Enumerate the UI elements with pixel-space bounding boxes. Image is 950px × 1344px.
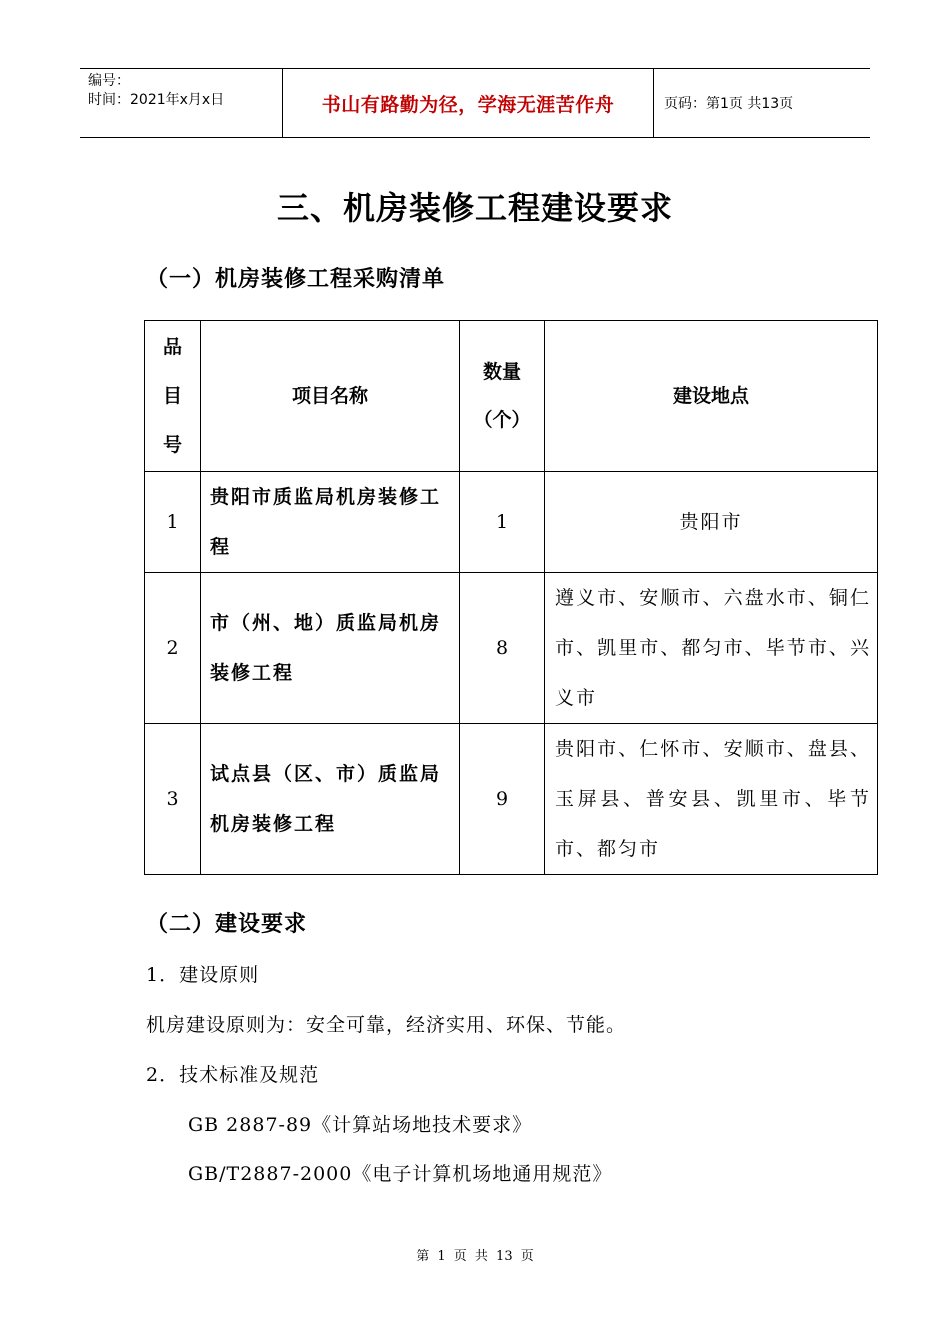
- table-row: [145, 724, 878, 875]
- section1-heading: （一）机房装修工程采购清单: [146, 267, 446, 292]
- section2-heading: （二）建设要求: [146, 912, 308, 937]
- standard-item: GB 2887-89《计算站场地技术要求》: [188, 1114, 533, 1136]
- header-item-no-char: 品: [162, 335, 182, 358]
- time-label: 时间：2021年x月x日: [88, 92, 225, 108]
- row-location: 遵义市、安顺市、六盘水市、铜仁市、凯里市、都匀市、毕节市、兴义市: [545, 573, 878, 724]
- row-number: 2: [145, 573, 201, 724]
- header-location: 建设地点: [545, 321, 878, 472]
- header-item-no-char: 号: [162, 433, 182, 456]
- row-project-name: 贵阳市质监局机房装修工程: [201, 472, 460, 573]
- number-label: 编号：: [88, 73, 130, 89]
- procurement-table: [144, 320, 878, 875]
- standard-item: GB/T2887-2000《电子计算机场地通用规范》: [188, 1163, 613, 1185]
- header-motto: 书山有路勤为径，学海无涯苦作舟: [282, 69, 654, 137]
- item1-title: 1．建设原则: [146, 964, 260, 986]
- header-project-name: 项目名称: [201, 321, 460, 472]
- row-project-name: 市（州、地）质监局机房装修工程: [201, 573, 460, 724]
- row-project-name: 试点县（区、市）质监局机房装修工程: [201, 724, 460, 875]
- table-row: [145, 573, 878, 724]
- header-quantity-line: 数量: [482, 361, 521, 383]
- table-row: [145, 472, 878, 573]
- page-footer: 第 1 页 共 13 页: [416, 1249, 534, 1264]
- header-quantity: [460, 321, 545, 472]
- header-item-no: [145, 321, 201, 472]
- table-header-row: [145, 321, 878, 472]
- row-location: 贵阳市、仁怀市、安顺市、盘县、玉屏县、普安县、凯里市、毕节市、都匀市: [545, 724, 878, 875]
- header-meta: [80, 69, 282, 137]
- item1-text: 机房建设原则为：安全可靠，经济实用、环保、节能。: [146, 1014, 627, 1036]
- header-page-label: 页码：第1页 共13页: [664, 96, 794, 112]
- document-header: [80, 68, 870, 138]
- row-number: 1: [145, 472, 201, 573]
- header-item-no-char: 目: [162, 384, 182, 407]
- row-location: 贵阳市: [545, 472, 878, 573]
- header-quantity-line: （个）: [473, 409, 531, 431]
- row-number: 3: [145, 724, 201, 875]
- row-quantity: 9: [460, 724, 545, 875]
- item2-title: 2．技术标准及规范: [146, 1064, 320, 1086]
- row-quantity: 1: [460, 472, 545, 573]
- page-title: 三、机房装修工程建设要求: [276, 189, 673, 227]
- row-quantity: 8: [460, 573, 545, 724]
